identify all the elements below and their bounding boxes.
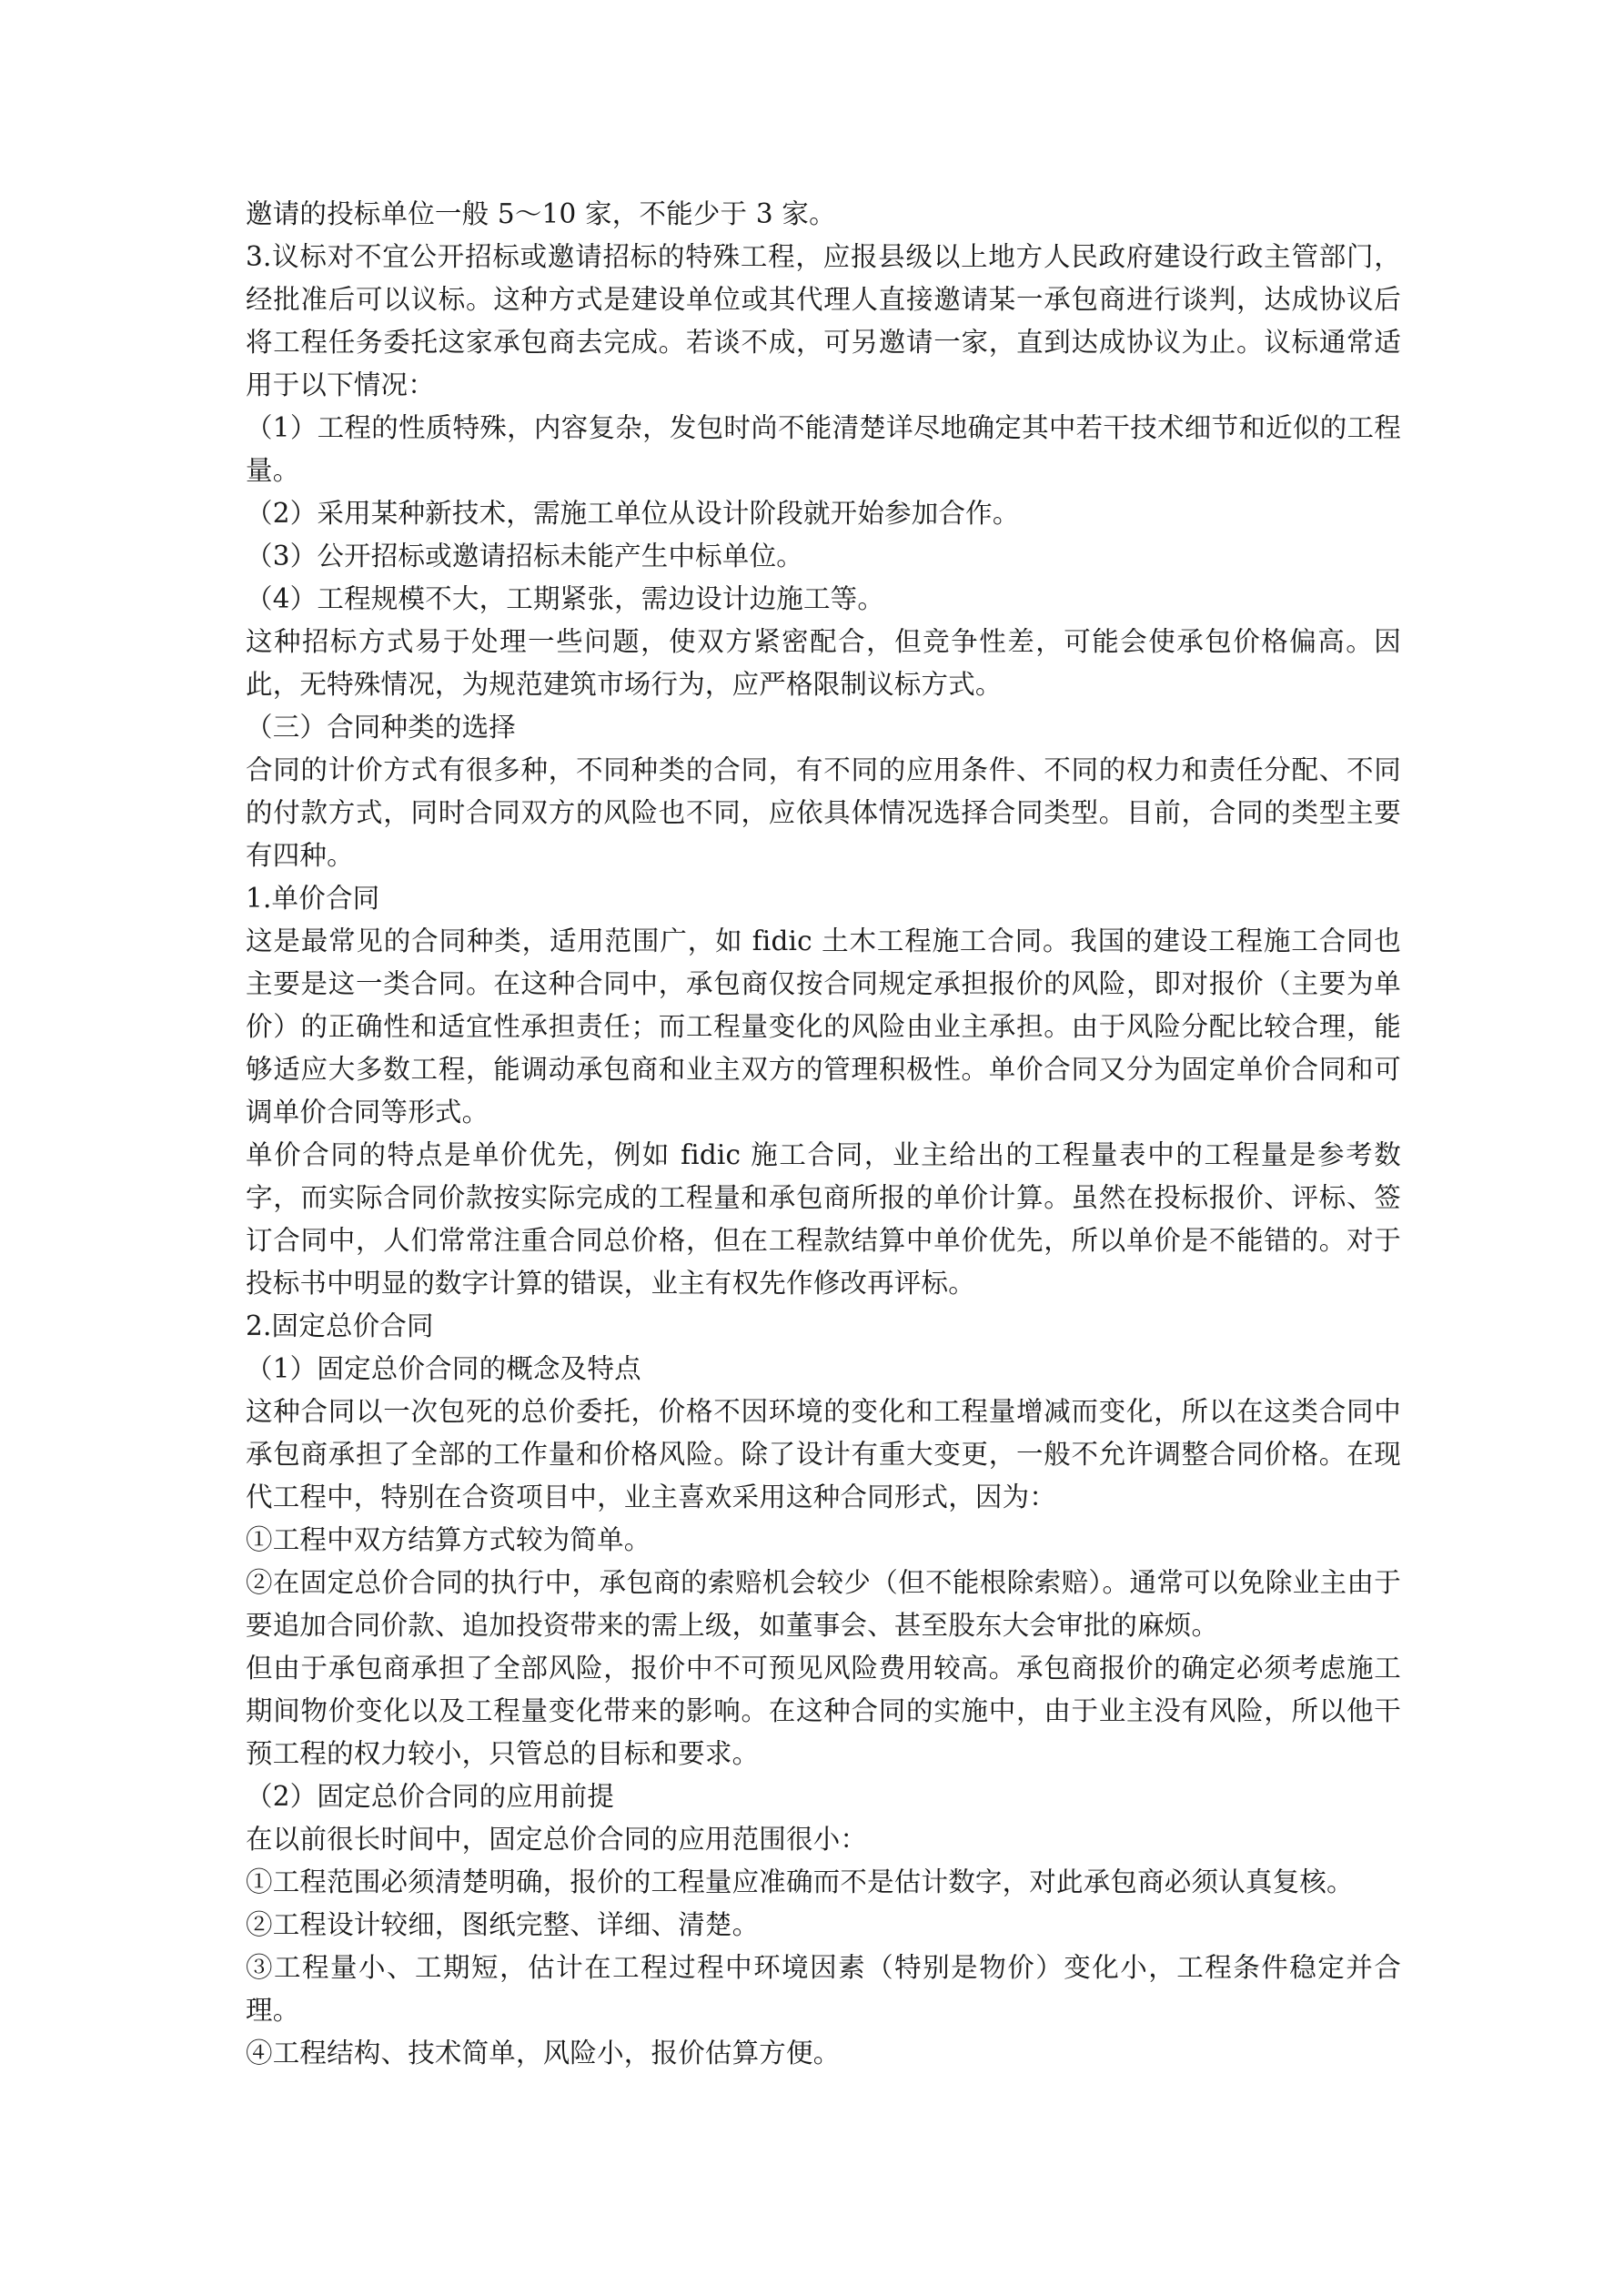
list-item-1: （1）工程的性质特殊，内容复杂，发包时尚不能清楚详尽地确定其中若干技术细节和近似的工程量。 <box>246 412 1401 486</box>
paragraph-negotiation-drawbacks: 这种招标方式易于处理一些问题，使双方紧密配合，但竞争性差，可能会使承包价格偏高。因此，无特殊情况，为规范建筑市场行为，应严格限制议标方式。 <box>246 626 1401 700</box>
list-item-3: （3）公开招标或邀请招标未能产生中标单位。 <box>246 541 803 571</box>
paragraph-invite-count: 邀请的投标单位一般 5～10 家，不能少于 3 家。 <box>246 198 836 229</box>
paragraph-unit-price-features: 单价合同的特点是单价优先，例如 fidic 施工合同，业主给出的工程量表中的工程量是参考数字，而实际合同价款按实际完成的工程量和承包商所报的单价计算。虽然在投标报价、评标、签订合同中，人们常常注重合同总价格，但在工程款结算中单价优先，所以单价是不能错的。对于投标书中明显的数字计算的错误，业主有权先作修改再评标。 <box>246 1139 1401 1299</box>
subheading-fixed-total-prerequisites: （2）固定总价合同的应用前提 <box>246 1781 615 1812</box>
list-item-prereq-4: ④工程结构、技术简单，风险小，报价估算方便。 <box>246 2038 841 2068</box>
paragraph-unit-price-description: 这是最常见的合同种类，适用范围广，如 fidic 土木工程施工合同。我国的建设工程施工合同也主要是这一类合同。在这种合同中，承包商仅按合同规定承担报价的风险，即对报价（主要为单价）的正确性和适宜性承担责任；而工程量变化的风险由业主承担。由于风险分配比较合理，能够适应大多数工程，能调动承包商和业主双方的管理积极性。单价合同又分为固定单价合同和可调单价合同等形式。 <box>246 925 1401 1128</box>
document-page <box>246 193 1401 2075</box>
list-item-2: （2）采用某种新技术，需施工单位从设计阶段就开始参加合作。 <box>246 498 1020 529</box>
paragraph-fixed-total-risk: 但由于承包商承担了全部风险，报价中不可预见风险费用较高。承包商报价的确定必须考虑施工期间物价变化以及工程量变化带来的影响。在这种合同的实施中，由于业主没有风险，所以他干预工程的权力较小，只管总的目标和要求。 <box>246 1653 1401 1769</box>
paragraph-fixed-total-description: 这种合同以一次包死的总价委托，价格不因环境的变化和工程量增减而变化，所以在这类合同中承包商承担了全部的工作量和价格风险。除了设计有重大变更，一般不允许调整合同价格。在现代工程中，特别在合资项目中，业主喜欢采用这种合同形式，因为： <box>246 1396 1401 1512</box>
list-item-prereq-3: ③工程量小、工期短，估计在工程过程中环境因素（特别是物价）变化小，工程条件稳定并合理。 <box>246 1952 1401 2026</box>
section-heading-contract-types: （三）合同种类的选择 <box>246 712 517 743</box>
subheading-unit-price-contract: 1.单价合同 <box>246 883 380 914</box>
paragraph-prerequisites-intro: 在以前很长时间中，固定总价合同的应用范围很小： <box>246 1824 868 1855</box>
list-item-prereq-1: ①工程范围必须清楚明确，报价的工程量应准确而不是估计数字，对此承包商必须认真复核。 <box>246 1866 1354 1897</box>
paragraph-contract-types-intro: 合同的计价方式有很多种，不同种类的合同，有不同的应用条件、不同的权力和责任分配、不同的付款方式，同时合同双方的风险也不同，应依具体情况选择合同类型。目前，合同的类型主要有四种。 <box>246 754 1401 871</box>
list-item-circled-2: ②在固定总价合同的执行中，承包商的索赔机会较少（但不能根除索赔）。通常可以免除业主由于要追加合同价款、追加投资带来的需上级，如董事会、甚至股东大会审批的麻烦。 <box>246 1567 1401 1641</box>
subheading-fixed-total-concept: （1）固定总价合同的概念及特点 <box>246 1353 641 1384</box>
list-item-4: （4）工程规模不大，工期紧张，需边设计边施工等。 <box>246 583 885 614</box>
list-item-circled-1: ①工程中双方结算方式较为简单。 <box>246 1524 651 1555</box>
subheading-fixed-total-price: 2.固定总价合同 <box>246 1310 434 1341</box>
list-item-prereq-2: ②工程设计较细，图纸完整、详细、清楚。 <box>246 1909 760 1940</box>
paragraph-negotiated-bidding: 3.议标对不宜公开招标或邀请招标的特殊工程，应报县级以上地方人民政府建设行政主管部门，经批准后可以议标。这种方式是建设单位或其代理人直接邀请某一承包商进行谈判，达成协议后将工程任务委托这家承包商去完成。若谈不成，可另邀请一家，直到达成协议为止。议标通常适用于以下情况： <box>246 241 1401 400</box>
